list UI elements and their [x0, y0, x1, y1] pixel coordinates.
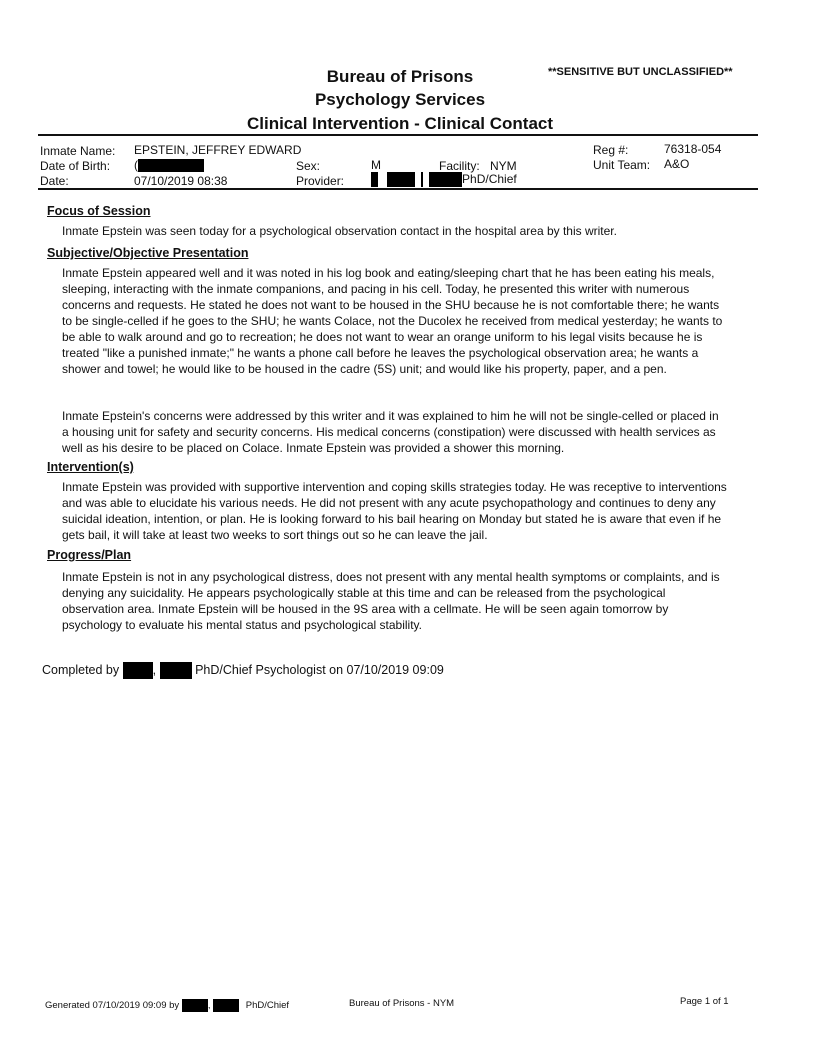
dob-label: Date of Birth: — [40, 159, 111, 173]
provider-title: PhD/Chief — [462, 172, 517, 186]
footer-generated — [45, 999, 289, 1012]
redaction-box — [123, 662, 153, 679]
header-rule-bottom — [38, 188, 758, 190]
redaction-box — [138, 159, 204, 172]
footer-generated-separator: , — [207, 1000, 211, 1012]
date-value: 07/10/2019 08:38 — [134, 174, 228, 188]
agency-title: Bureau of Prisons — [326, 67, 474, 86]
completed-by-separator: , — [152, 662, 157, 677]
focus-paragraph: Inmate Epstein was seen today for a psychological observation contact in the hospital area by this writer. — [62, 224, 617, 238]
dob-value — [134, 158, 204, 172]
provider-label: Provider: — [296, 174, 345, 188]
header-rule-top — [38, 134, 758, 136]
unit-team-label: Unit Team: — [593, 158, 651, 172]
section-heading-intervention: Intervention(s) — [47, 460, 134, 474]
redaction-box — [421, 172, 423, 187]
department-title: Psychology Services — [314, 90, 486, 109]
redaction-box — [371, 172, 378, 187]
completed-by-prefix: Completed by — [42, 662, 120, 677]
sex-value: M — [371, 158, 381, 172]
facility-label: Facility: — [439, 159, 480, 173]
unit-team-value: A&O — [664, 157, 690, 171]
inmate-name-value: EPSTEIN, JEFFREY EDWARD — [134, 143, 302, 157]
date-label: Date: — [40, 174, 69, 188]
sex-label: Sex: — [296, 159, 321, 173]
completed-by-line — [42, 662, 444, 679]
reg-number-value: 76318-054 — [664, 142, 722, 156]
footer-generated-prefix: Generated 07/10/2019 09:09 by — [45, 1000, 180, 1012]
form-title: Clinical Intervention - Clinical Contact — [246, 114, 554, 133]
section-heading-progress: Progress/Plan — [47, 548, 132, 562]
completed-by-suffix: PhD/Chief Psychologist on 07/10/2019 09:09 — [195, 662, 444, 677]
footer-location: Bureau of Prisons - NYM — [349, 998, 455, 1009]
dob-prefix: ( — [134, 158, 138, 172]
redaction-box — [160, 662, 192, 679]
subjective-paragraph-1: Inmate Epstein appeared well and it was noted in his log book and eating/sleeping chart that he has been eating his meals, sleeping, interacting with the inmate companions, and pacing in his cell. Today, he presented this writer with numerous concerns and requests. He stated he does not want to be housed in the SHU because he is not comfortable there; he wants to be single-celled if he goes to the SHU; he wants Colace, not the Ducolex he received from medical yesterday; he wants to be able to walk around and go to recreation; he does not want to wear an orange uniform to his legal visits because he is treated "like a punished inmate;" he wants a phone call before he leaves the psychological observation area; he wants a shower and towel; he would like to be housed in the cadre (5S) unit; and would like his property, paper, and a pen. — [62, 266, 723, 376]
progress-paragraph: Inmate Epstein is not in any psychological distress, does not present with any mental health symptoms or complaints, and is denying any suicidality. He appears psychologically stable at this time and can be released from the psychological observation area. Inmate Epstein will be housed in the 9S area with a cellmate. He will be seen again tomorrow by psychology to evaluate his mental status and psychological stability. — [62, 570, 720, 632]
redaction-box — [213, 999, 239, 1012]
section-heading-subjective: Subjective/Objective Presentation — [47, 246, 249, 260]
inmate-name-label: Inmate Name: — [40, 144, 116, 158]
redaction-box — [429, 172, 462, 187]
redaction-box — [182, 999, 208, 1012]
footer-page-number: Page 1 of 1 — [680, 996, 729, 1007]
subjective-paragraph-2: Inmate Epstein's concerns were addressed by this writer and it was explained to him he will not be single-celled or placed in a housing unit for safety and security concerns. His medical concerns (constipation) were discussed with health services as well as his desire to be placed on Colace. Inmate Epstein was provided a shower this morning. — [62, 409, 719, 455]
section-heading-focus: Focus of Session — [47, 204, 151, 218]
facility-value: NYM — [490, 159, 517, 173]
intervention-paragraph: Inmate Epstein was provided with supportive intervention and coping skills strategies today. He was receptive to interventions and was able to elucidate his various needs. He did not present with any acute psychopathology and continues to deny any suicidal ideation, intention, or plan. He is looking forward to his bail hearing on Monday but stated he is aware that even if he gets bail, it will take at least two weeks to sort things out so he can leave the jail. — [62, 480, 727, 542]
redaction-box — [387, 172, 415, 187]
provider-value — [371, 172, 517, 187]
footer-generated-suffix: PhD/Chief — [245, 1000, 290, 1012]
classification-banner: **SENSITIVE BUT UNCLASSIFIED** — [548, 66, 733, 78]
reg-number-label: Reg #: — [593, 143, 629, 157]
